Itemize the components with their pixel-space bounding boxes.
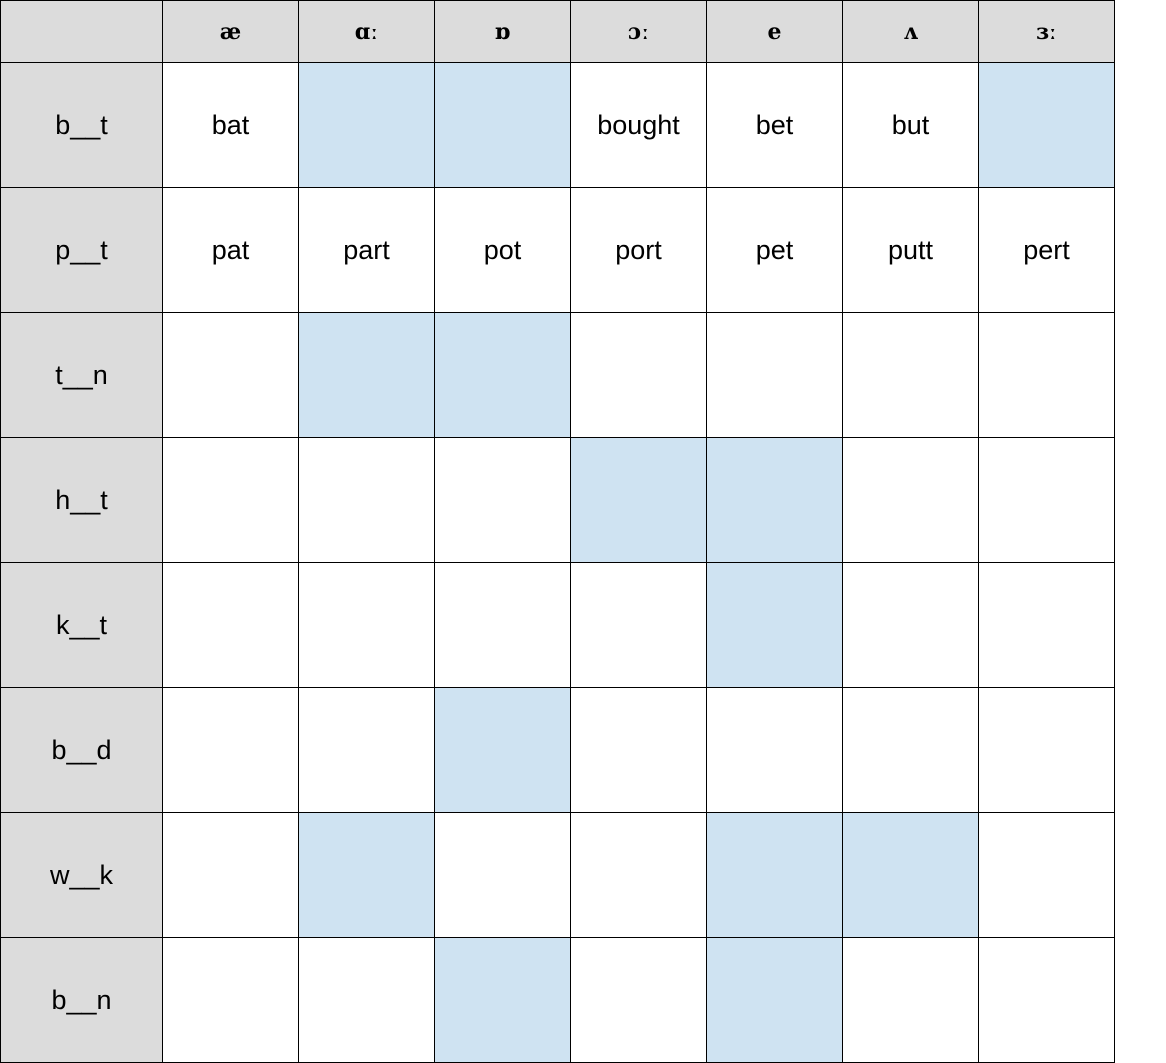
word-cell: bat <box>163 63 299 188</box>
table-row <box>1 63 1115 188</box>
shaded-cell <box>435 63 571 188</box>
table-row <box>1 563 1115 688</box>
word-cell <box>299 688 435 813</box>
table-row <box>1 188 1115 313</box>
word-cell <box>979 938 1115 1063</box>
word-cell: port <box>571 188 707 313</box>
word-cell <box>979 438 1115 563</box>
shaded-cell <box>843 813 979 938</box>
word-cell <box>163 938 299 1063</box>
word-cell <box>299 938 435 1063</box>
word-cell: bet <box>707 63 843 188</box>
table-row <box>1 813 1115 938</box>
word-cell <box>843 313 979 438</box>
word-cell <box>571 938 707 1063</box>
word-cell <box>979 688 1115 813</box>
word-cell <box>843 938 979 1063</box>
shaded-cell <box>707 438 843 563</box>
word-cell: but <box>843 63 979 188</box>
word-cell: bought <box>571 63 707 188</box>
word-cell <box>163 688 299 813</box>
word-cell <box>843 563 979 688</box>
word-cell <box>571 688 707 813</box>
word-cell <box>707 313 843 438</box>
word-frame-label: h__t <box>1 438 163 563</box>
word-cell <box>979 563 1115 688</box>
vowel-header: ʌ <box>843 1 979 63</box>
word-cell: pet <box>707 188 843 313</box>
table-row <box>1 688 1115 813</box>
vowel-header: ɔː <box>571 1 707 63</box>
word-cell <box>299 438 435 563</box>
word-frame-label: b__t <box>1 63 163 188</box>
word-cell <box>163 313 299 438</box>
word-cell: pert <box>979 188 1115 313</box>
word-cell <box>571 813 707 938</box>
word-cell: putt <box>843 188 979 313</box>
word-frame-label: k__t <box>1 563 163 688</box>
header-row <box>1 1 1115 63</box>
shaded-cell <box>299 313 435 438</box>
corner-cell <box>1 1 163 63</box>
table-row <box>1 938 1115 1063</box>
word-cell <box>435 438 571 563</box>
shaded-cell <box>435 938 571 1063</box>
word-cell: pot <box>435 188 571 313</box>
shaded-cell <box>707 938 843 1063</box>
word-frame-label: b__d <box>1 688 163 813</box>
word-cell <box>707 688 843 813</box>
table-row <box>1 438 1115 563</box>
shaded-cell <box>435 313 571 438</box>
shaded-cell <box>571 438 707 563</box>
word-cell <box>571 313 707 438</box>
word-cell <box>571 563 707 688</box>
word-frame-label: w__k <box>1 813 163 938</box>
vowel-header: ɑː <box>299 1 435 63</box>
word-frame-label: b__n <box>1 938 163 1063</box>
word-cell <box>163 813 299 938</box>
shaded-cell <box>435 688 571 813</box>
vowel-header: e <box>707 1 843 63</box>
word-cell <box>163 563 299 688</box>
table-body <box>1 63 1115 1063</box>
word-cell <box>435 813 571 938</box>
word-cell <box>843 688 979 813</box>
shaded-cell <box>707 563 843 688</box>
word-frame-label: p__t <box>1 188 163 313</box>
word-cell <box>979 813 1115 938</box>
shaded-cell <box>299 63 435 188</box>
word-frame-label: t__n <box>1 313 163 438</box>
table-row <box>1 313 1115 438</box>
word-cell: pat <box>163 188 299 313</box>
shaded-cell <box>707 813 843 938</box>
word-cell <box>843 438 979 563</box>
word-cell: part <box>299 188 435 313</box>
shaded-cell <box>979 63 1115 188</box>
word-cell <box>435 563 571 688</box>
vowel-header: ɜː <box>979 1 1115 63</box>
shaded-cell <box>299 813 435 938</box>
vowel-header: æ <box>163 1 299 63</box>
vowel-header: ɒ <box>435 1 571 63</box>
word-cell <box>163 438 299 563</box>
word-cell <box>979 313 1115 438</box>
word-cell <box>299 563 435 688</box>
